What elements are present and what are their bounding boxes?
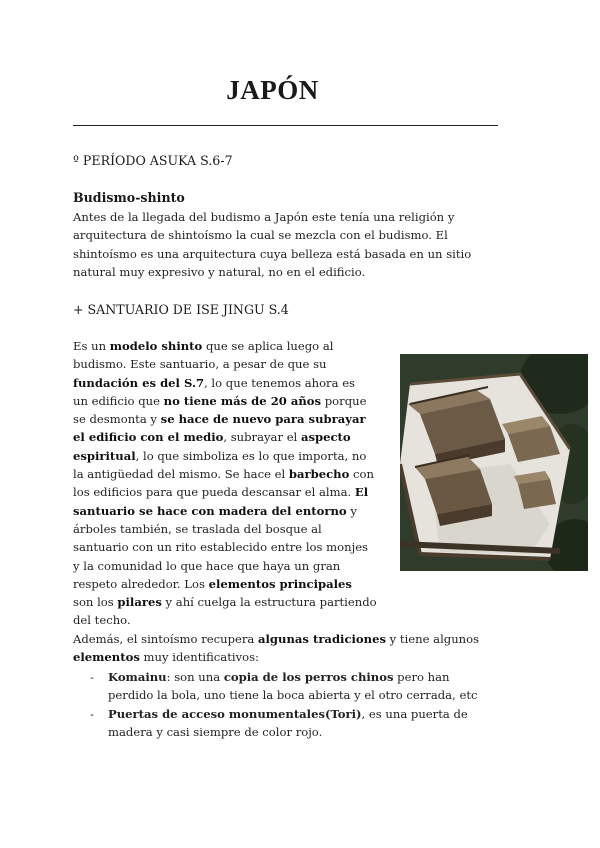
text-line: arquitectura de shintoísmo la cual se mezcla con el budismo. El [73,228,448,243]
bold-term: copia de los perros chinos [223,670,394,684]
bold-term: elementos [73,650,140,665]
title-divider [73,125,498,126]
bold-term: espiritual [73,448,136,463]
text-line: Antes de la llegada del budismo a Japón este tenía una religión y [73,210,455,224]
bold-term: el edificio con el medio [73,430,224,445]
santuario-heading: + SANTUARIO DE ISE JINGU S.4 [73,302,289,317]
bold-term: Komainu [108,670,167,684]
bold-term: Puertas de acceso monumentales(Tori) [108,706,362,721]
bold-term: aspecto [300,430,351,445]
ise-jingu-photo [400,354,588,571]
bold-term: se hace de nuevo para subrayar [160,412,366,427]
bold-term: santuario se hace con madera del entorno [73,503,347,518]
bold-term: algunas tradiciones [258,631,386,646]
page-title: JAPÓN [226,75,319,105]
budismo-heading: Budismo-shinto [73,190,185,205]
bold-term: modelo shinto [109,339,203,353]
text-line: natural muy expresivo y natural, no en el edificio. [73,264,366,279]
bold-term: elementos principales [208,576,352,591]
text-line: shintoísmo es una arquitectura cuya belleza está basada en un sitio [73,246,472,261]
bold-term: El [354,485,369,500]
bold-term: fundación es del S.7 [73,375,205,390]
santuario-paragraph: Es un modelo shinto que se aplica luego al budismo. Este santuario, a pesar de que su fundación es del S.7, lo que tenemos ahora es un edificio que no tiene más de 20 años porque se desmonta y se hace de nuevo para subrayar el edificio con el medio, subrayar el aspecto espiritual, lo que simboliza es lo que importa, no la antigüedad del mismo. Se hace el barbecho con los edificios para que pueda descansar el alma. El santuario se hace con madera del entorno y árboles también, se traslada del bosque al santuario con un rito establecido entre los monjes y la comunidad lo que hace que haya un gran respeto alrededor. Los elementos principales son los pilares y ahí cuelga la estructura partiendo del techo. Además, el sintoísmo recupera algunas tradiciones y tiene algunos elementos muy identificativos: [73,339,480,665]
bold-term: pilares [117,595,162,610]
budismo-paragraph [73,208,471,281]
elements-list [90,668,510,741]
list-item: - Puertas de acceso monumentales(Tori), es una puerta de madera y casi siempre de color rojo. [90,706,468,739]
bold-term: barbecho [288,467,350,482]
list-item: - Komainu: son una copia de los perros chinos pero han perdido la bola, uno tiene la boca abierta y el otro cerrada, etc [90,670,478,703]
bold-term: no tiene más de 20 años [163,393,322,408]
period-heading: º PERÍODO ASUKA S.6-7 [73,153,233,168]
